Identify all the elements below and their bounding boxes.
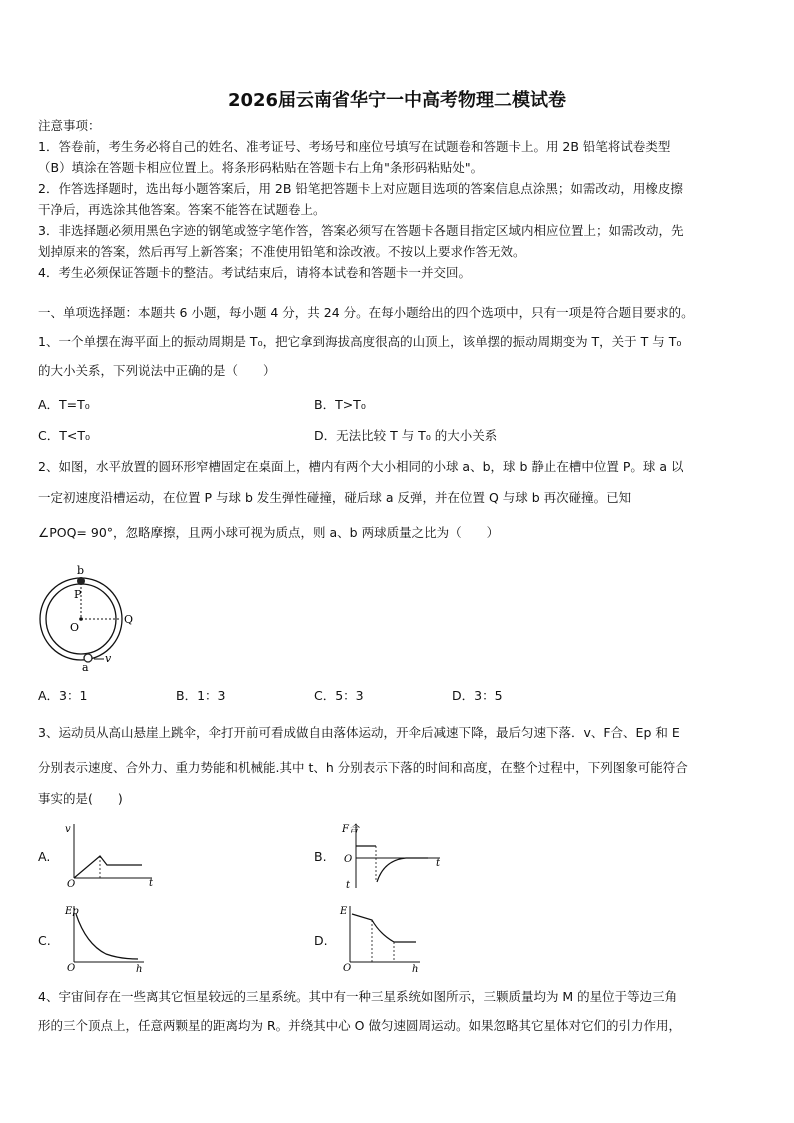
question-4-stem: 4、宇宙间存在一些离其它恒星较远的三星系统。其中有一种三星系统如图所示，三颗质量均为 M 的星位于等边三角 — [38, 989, 678, 1004]
label-b: b — [77, 565, 85, 577]
q3-option-a: A. — [38, 849, 51, 864]
svg-text:O: O — [344, 854, 353, 865]
question-1-stem: 的大小关系，下列说法中正确的是（ ） — [38, 363, 276, 378]
question-4-stem: 形的三个顶点上，任意两颗星的距离均为 R。并绕其中心 O 做匀速圆周运动。如果忽略其它星体对它们的引力作用， — [38, 1018, 681, 1033]
label-a: a — [82, 661, 89, 674]
center-point — [79, 617, 83, 621]
q3-option-d: D. — [314, 933, 328, 948]
svg-text:h: h — [412, 964, 419, 974]
svg-text:O: O — [67, 963, 76, 974]
label-p: P — [74, 588, 82, 601]
q2-option-c: C．5：3 — [314, 688, 364, 703]
svg-text:h: h — [136, 964, 143, 974]
question-2-stem: ∠POQ= 90°，忽略摩擦，且两小球可视为质点，则 a、b 两球质量之比为（ ） — [38, 525, 500, 540]
svg-text:t: t — [436, 858, 441, 869]
notice-line: 2．作答选择题时，选出每小题答案后，用 2B 铅笔把答题卡上对应题目选项的答案信息点涂黑；如需改动，用橡皮擦 — [38, 181, 683, 196]
q2-option-d: D．3：5 — [452, 688, 503, 703]
svg-text:v: v — [65, 824, 71, 835]
question-3-stem: 3、运动员从高山悬崖上跳伞，伞打开前可看成做自由落体运动，开伞后减速下降，最后匀速下落．v、F合、Ep 和 E — [38, 725, 680, 740]
graph-d — [336, 902, 436, 974]
notice-heading: 注意事项： — [38, 118, 101, 133]
q1-option-d: D．无法比较 T 与 T₀ 的大小关系 — [314, 428, 498, 443]
question-3-stem: 事实的是( ) — [38, 791, 123, 806]
notice-line: 划掉原来的答案，然后再写上新答案；不准使用铅笔和涂改液。不按以上要求作答无效。 — [38, 244, 526, 259]
q3-option-b: B. — [314, 849, 327, 864]
label-o: O — [70, 621, 80, 634]
svg-text:O: O — [343, 963, 352, 974]
graph-c — [60, 902, 160, 974]
question-2-stem: 2、如图，水平放置的圆环形窄槽固定在桌面上，槽内有两个大小相同的小球 a、b，球 b 静止在槽中位置 P。球 a 以 — [38, 459, 684, 474]
q2-option-a: A．3：1 — [38, 688, 88, 703]
question-1-stem: 1、一个单摆在海平面上的振动周期是 T₀，把它拿到海拔高度很高的山顶上，该单摆的振动周期变为 T，关于 T 与 T₀ — [38, 334, 682, 349]
svg-text:F合: F合 — [342, 824, 359, 835]
notice-line: 1．答卷前，考生务必将自己的姓名、准考证号、考场号和座位号填写在试题卷和答题卡上。用 2B 铅笔将试卷类型 — [38, 139, 671, 154]
svg-text:t: t — [346, 880, 351, 891]
svg-text:O: O — [67, 879, 76, 890]
notice-line: （B）填涂在答题卡相应位置上。将条形码粘贴在答题卡右上角"条形码粘贴处"。 — [38, 160, 484, 175]
q1-option-a: A．T=T₀ — [38, 397, 90, 412]
label-v: v — [105, 652, 112, 665]
notice-line: 3．非选择题必须用黑色字迹的钢笔或签字笔作答，答案必须写在答题卡各题目指定区域内相应位置上；如需改动，先 — [38, 223, 684, 238]
graph-a — [60, 820, 160, 890]
page-title: 2026届云南省华宁一中高考物理二模试卷 — [227, 90, 567, 111]
q1-option-b: B．T>T₀ — [314, 397, 366, 412]
q1-option-c: C．T<T₀ — [38, 428, 90, 443]
ball-b — [77, 577, 85, 585]
notice-line: 4．考生必须保证答题卡的整洁。考试结束后，请将本试卷和答题卡一并交回。 — [38, 265, 471, 280]
q2-option-b: B．1：3 — [176, 688, 226, 703]
label-q: Q — [124, 613, 134, 626]
notice-line: 干净后，再选涂其他答案。答案不能答在试题卷上。 — [38, 202, 326, 217]
q3-option-c: C. — [38, 933, 51, 948]
graph-b — [336, 820, 446, 892]
section-heading: 一、单项选择题：本题共 6 小题，每小题 4 分，共 24 分。在每小题给出的四个选项中，只有一项是符合题目要求的。 — [38, 305, 694, 320]
svg-text:t: t — [149, 878, 154, 889]
svg-text:E: E — [340, 906, 348, 917]
question-2-stem: 一定初速度沿槽运动，在位置 P 与球 b 发生弹性碰撞，碰后球 a 反弹，并在位置 Q 与球 b 再次碰撞。已知 — [38, 490, 632, 505]
svg-text:Ep: Ep — [65, 906, 79, 917]
ring-groove-diagram — [36, 565, 146, 675]
question-3-stem: 分别表示速度、合外力、重力势能和机械能.其中 t、h 分别表示下落的时间和高度，在整个过程中，下列图象可能符合 — [38, 760, 688, 775]
